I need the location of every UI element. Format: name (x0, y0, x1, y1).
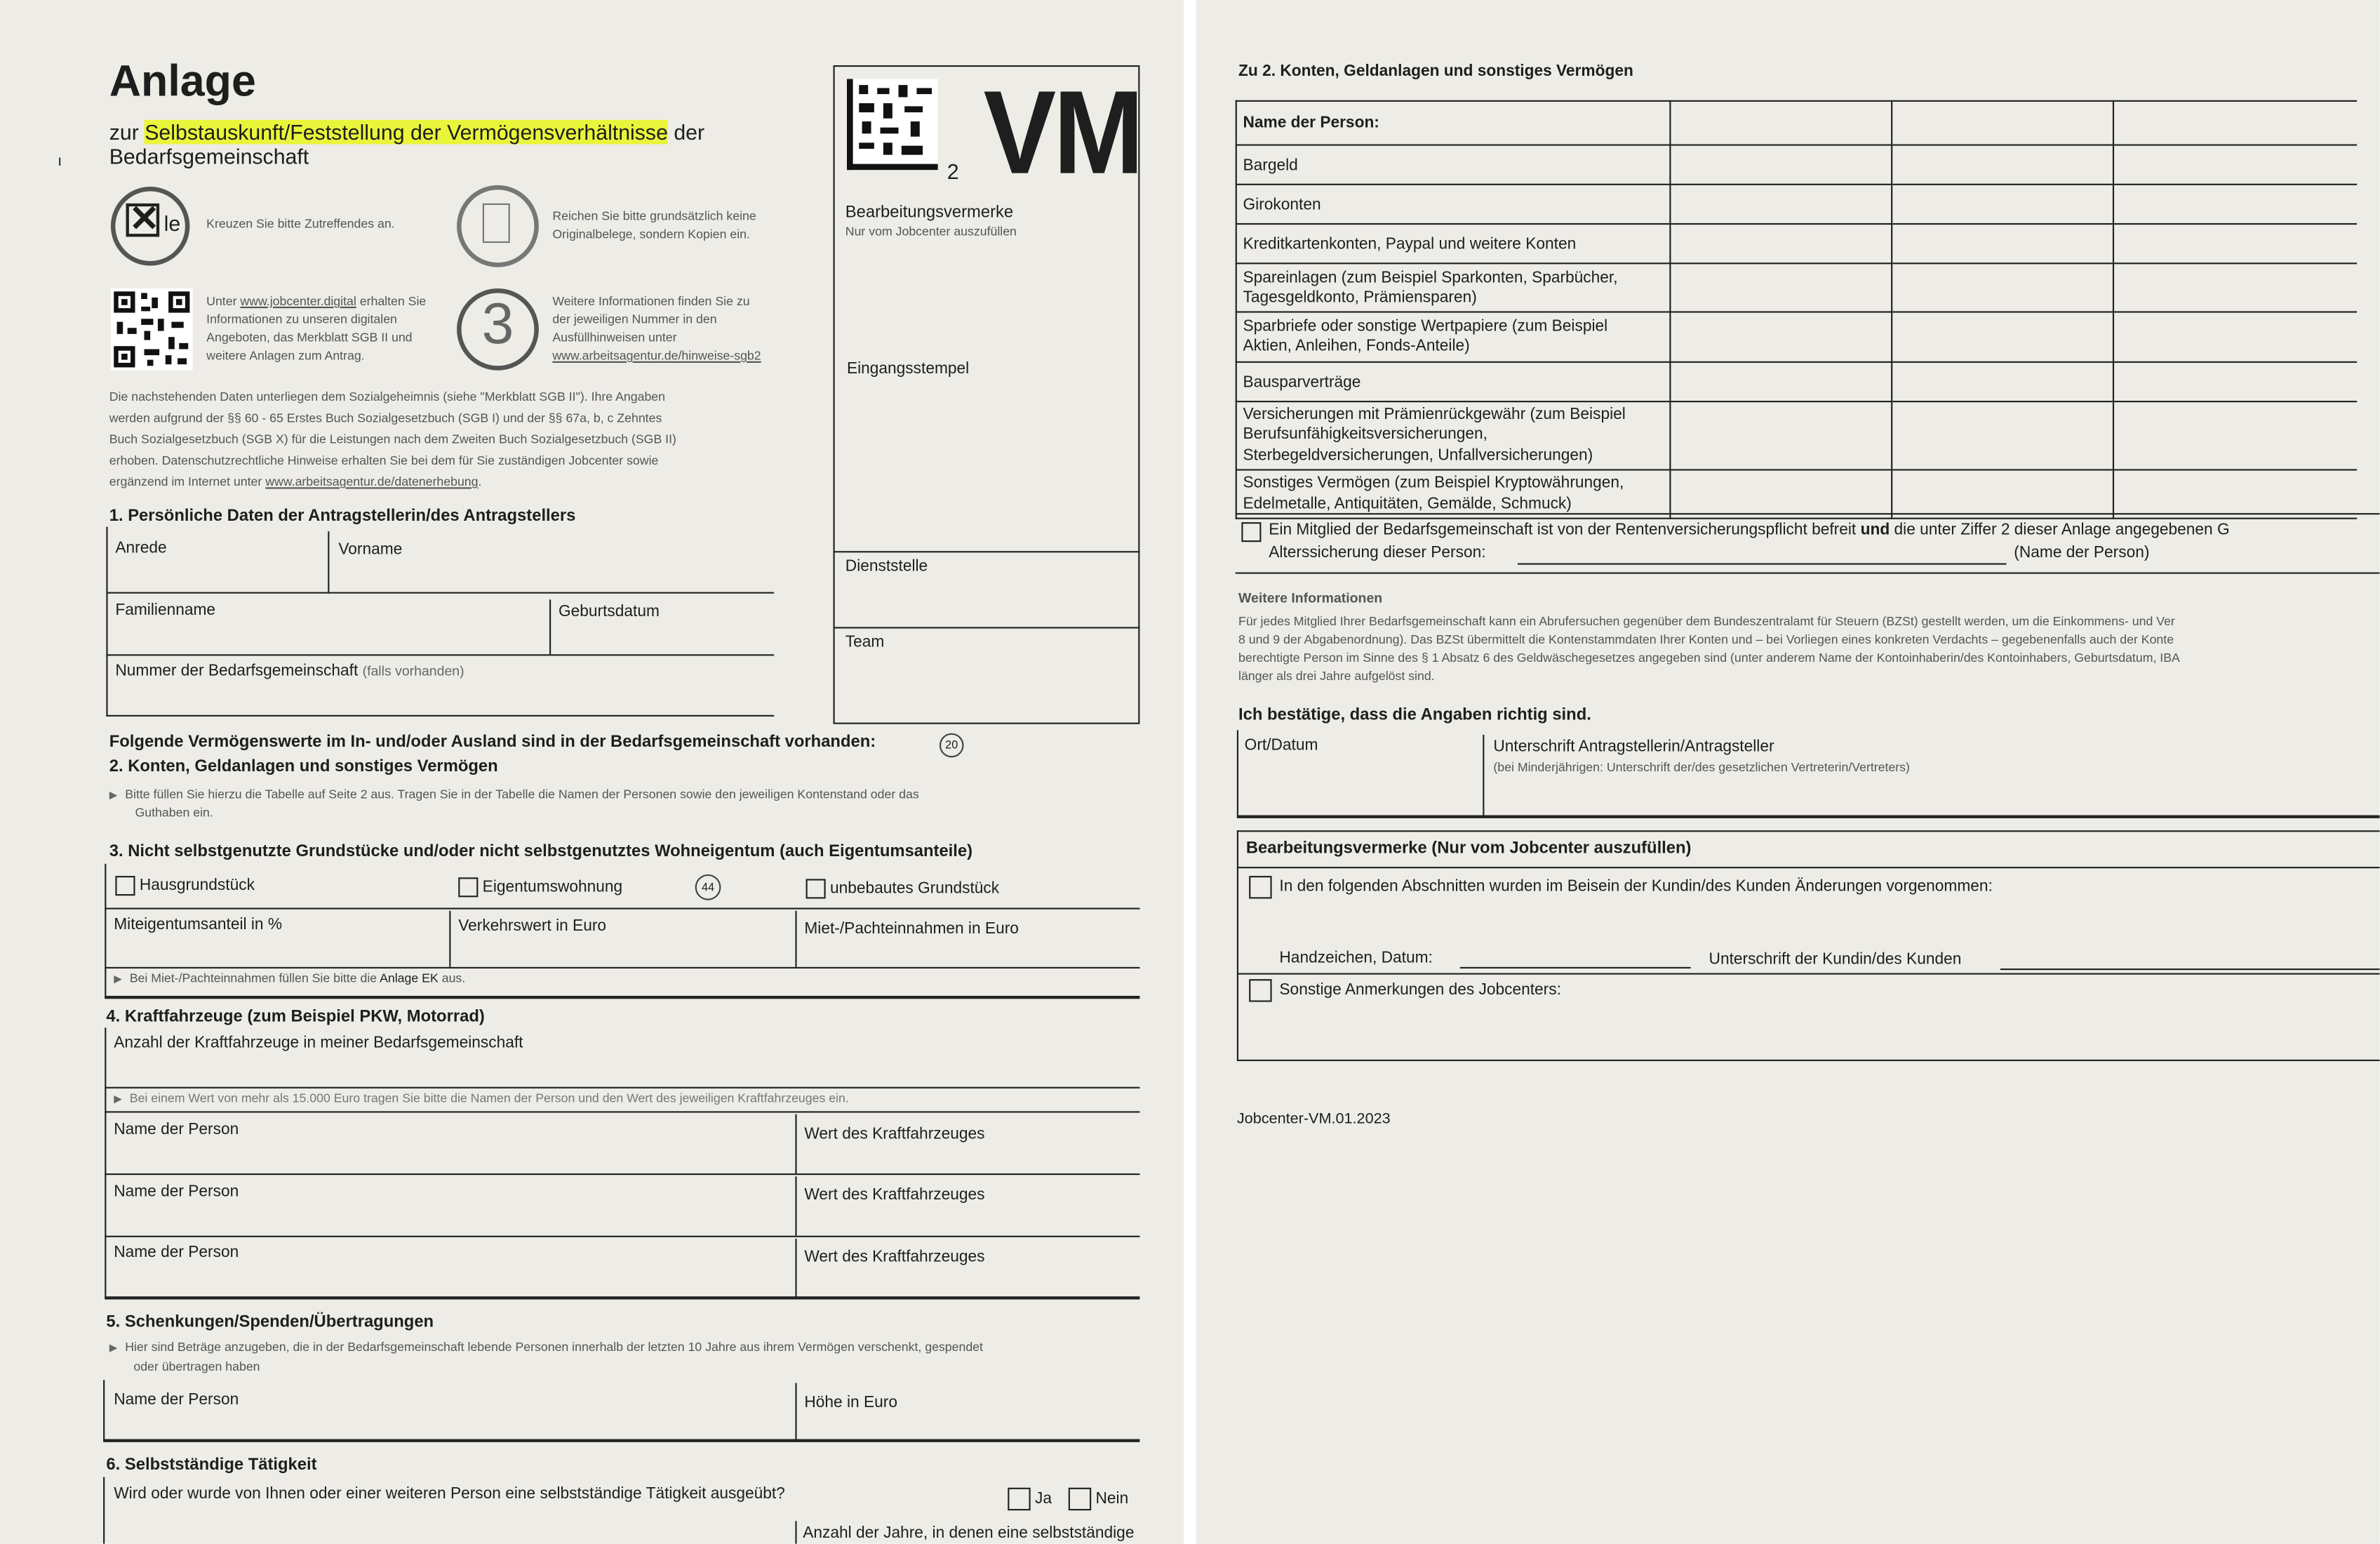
initials-field[interactable] (1460, 967, 1691, 969)
hint-number-badge: 44 (695, 874, 721, 900)
checkbox-yes[interactable]: Ja (1008, 1488, 1052, 1510)
table-row: Versicherungen mit Prämienrückgewähr (zum Beispiel Berufsunfähigkeitsversicherungen, Sterbegeldversicherungen, Unfallversicherungen) (1236, 401, 1671, 470)
table-row: Spareinlagen (zum Beispiel Sparkonten, Sparbücher, Tagesgeldkonto, Prämiensparen) (1236, 263, 1671, 312)
table-header: Name der Person: (1236, 101, 1671, 145)
person-column-2[interactable] (1892, 101, 2113, 145)
pension-name-field[interactable] (1518, 563, 2006, 564)
form-number: 2 (947, 159, 959, 184)
bg-number-label: Nummer der Bedarfsgemeinschaft (falls vorhanden) (115, 662, 464, 681)
checkbox-apartment[interactable]: Eigentumswohnung (458, 877, 622, 897)
privacy-link-line: ergänzend im Internet unter www.arbeitsagentur.de/datenerhebung. (109, 475, 482, 489)
form-footer-id: Jobcenter-VM.01.2023 (1236, 1111, 1391, 1129)
pension-exempt-checkbox[interactable] (1241, 522, 1261, 542)
checkbox-undeveloped-land[interactable]: unbebautes Grundstück (806, 879, 1000, 898)
confirmation-text: Ich bestätige, dass die Angaben richtig sind. (1238, 705, 1591, 724)
surname-field[interactable] (106, 654, 774, 655)
section-6-title: 6. Selbstständige Tätigkeit (106, 1456, 317, 1475)
table-row: Kreditkartenkonten, Paypal und weitere Konten (1236, 224, 1671, 263)
vehicle-count-field[interactable] (105, 1087, 1139, 1089)
accounts-table (1236, 100, 2356, 519)
person-column-1[interactable] (1670, 101, 1892, 145)
vehicle-row-2[interactable] (105, 1236, 1139, 1237)
checkbox-no[interactable]: Nein (1069, 1488, 1129, 1510)
checkbox-house[interactable]: Hausgrundstück (115, 876, 255, 896)
gift-row[interactable] (103, 1439, 1139, 1442)
table-row: Bausparverträge (1236, 362, 1671, 401)
page-gap (1184, 0, 1196, 1544)
page-1: Anlage zur Selbstauskunft/Feststellung der Vermögensverhältnisse der Bedarfsgemeinschaft ✕ le Kreuzen Sie bitte Zutreffendes an. Reichen Sie bitte grundsätzlich keine Originalbelege, sondern Kopien ein. Unter www.jobcenter.digital erhalten Sie Informationen zu unseren digitalen Angeboten, das Merkblatt SGB II und weitere Anlagen zum Antrag. 3 Weitere Informationen finden Sie zu der jeweiligen Nummer in den Ausfüllhinweisen unter www.arbeitsagentur.de/hinweise-sgb2 Die nachstehenden Daten unterliegen dem Sozialgeheimnis (siehe "Merkblatt SGB II"). Ihre Angaben werden aufgrund der §§ 60 - 65 Erstes Buch Sozialgesetzbuch (SGB I) und der §§ 67a, b, c Zehntes Buch Sozialgesetzbuch (SGB X) für die Leistungen nach dem Zweiten Buch Sozialgesetzbuch (SGB II) erhoben. Datenschutzrechtliche Hinweise erhalten Sie bei dem für Sie zuständigen Jobcenter sowie ergänzend im Internet unter www.arbeitsagentur.de/datenerhebung. 2 VM Bearbeitungsvermerke Nur vom Jobcenter auszufüllen Eingangsstempel Dienststelle Team 1. Persönliche Daten der Antragstellerin/des Antragstellers Anrede Vorname Familienname Geburtsdatum Nummer der Bedarfsgemeinschaft (falls vorhanden) Folgende Vermögenswerte im In- und/oder Ausland sind in der Bedarfsgemeinschaft vorhanden: 20 2. Konten, Geldanlagen und sonstiges Vermögen ▶ Bitte füllen Sie hierzu die Tabelle auf Seite 2 aus. Tragen Sie in der Tabelle die Namen der Personen sowie den jeweiligen Kontenstand oder das Guthaben ein. 3. Nicht selbstgenutzte Grundstücke und/oder nicht selbstgenutztes Wohneigentum (auch Eigentumsanteile) Hausgrundstück Eigentumswohnung 44 unbebautes Grundstück Miteigentumsanteil in % Verkehrswert in Euro Miet-/Pachteinnahmen in Euro ▶ Bei Miet-/Pachteinnahmen füllen Sie bitte die Anlage EK aus. 4. Kraftfahrzeuge (zum Beispiel PKW, Motorrad) Anzahl der Kraftfahrzeuge in meiner Bedarfsgemeinschaft ▶ Bei einem Wert von mehr als 15.000 Euro tragen Sie bitte die Namen der Person und den Wert des jeweiligen Kraftfahrzeuges ein. Name der Person Wert des Kraftfahrzeuges Name der Person Wert des Kraftfahrzeuges Name der Person Wert des Kraftfahrzeuges 5. Schenkungen/Spenden/Übertragungen ▶ Hier sind Beträge anzugeben, die in der Bedarfsgemeinschaft lebende Personen innerhalb der letzten 10 Jahre aus ihrem Vermögen verschenkt, gespendet oder übertragen haben Name der Person Höhe in Euro 6. Selbstständige Tätigkeit Wird oder wurde von Ihnen oder einer weiteren Person eine selbstständige Tätigkeit ausgeübt? Ja Nein Anzahl der Jahre, in denen eine selbstständige ı (0, 0, 1184, 1544)
remarks-checkbox[interactable] (1249, 979, 1271, 1001)
section-1-title: 1. Persönliche Daten der Antragstellerin/des Antragstellers (109, 507, 576, 526)
section-3-title: 3. Nicht selbstgenutzte Grundstücke und/oder nicht selbstgenutztes Wohneigentum (auch Eigentumsanteile) (109, 842, 973, 861)
datamatrix-code-icon (847, 79, 938, 170)
signature-field[interactable] (1237, 816, 2380, 818)
highlighted-text: Selbstauskunft/Feststellung der Vermögensverhältnisse (145, 119, 668, 145)
further-info-title: Weitere Informationen (1238, 590, 1383, 606)
section-4-title: 4. Kraftfahrzeuge (zum Beispiel PKW, Motorrad) (106, 1008, 485, 1027)
section-2-title: 2. Konten, Geldanlagen und sonstiges Vermögen (109, 757, 498, 776)
bg-number-field[interactable] (106, 715, 774, 717)
document-page-icon (483, 204, 510, 243)
hint-number-badge: 20 (940, 733, 964, 758)
table-row: Girokonten (1236, 185, 1671, 224)
section-5-title: 5. Schenkungen/Spenden/Übertragungen (106, 1312, 434, 1331)
changes-checkbox[interactable] (1249, 876, 1271, 898)
receipt-stamp-label: Eingangsstempel (846, 359, 970, 378)
page-title: Anlage (109, 58, 256, 107)
cross-mark-icon: ✕ (126, 204, 160, 237)
page-subtitle: zur Selbstauskunft/Feststellung der Vermögensverhältnisse der (109, 119, 705, 145)
table-row: Bargeld (1236, 145, 1671, 185)
page-2: Zu 2. Konten, Geldanlagen und sonstiges Vermögen Name der Person: Bargeld Girokonten Kreditkartenkonten, Paypal und weitere Konten Spareinlagen (zum Beispiel Sparkonten, Sparbücher, Tagesgeldkonto, Prämiensparen) Sparbriefe oder sonstige Wertpapiere (zum Beispiel Aktien, Anleihen, Fonds-Anteile) Bausparverträge Versicherungen mit Prämienrückgewähr (zum Beispiel Berufsunfähigkeitsversicherungen, Sterbegeldversicherungen, Unfallversicherungen) Sonstiges Vermögen (zum Beispiel Kryptowährungen, Edelmetalle, Antiquitäten, Gemälde, Schmuck) Ein Mitglied der Bedarfsgemeinschaft ist von der Rentenversicherungspflicht befreit und die unter Ziffer 2 dieser Anlage angegebenen G Alterssicherung dieser Person: (Name der Person) Weitere Informationen Für jedes Mitglied Ihrer Bedarfsgemeinschaft kann ein Abrufersuchen gegenüber dem Bundeszentralamt für Steuern (BZSt) gestellt werden, um die Einkommens- und Ver 8 und 9 der Abgabenordnung). Das BZSt übermittelt die Kontenstammdaten Ihrer Konten und – bei Vorliegen eines konkreten Verdachts – gegebenenfalls auch der Konte berechtigte Person im Sinne des § 1 Absatz 6 des Geldwäschegesetzes angegeben sind (unter anderem Name der Kontoinhaberin/des Kontoinhabers, Geburtsdatum, IBA länger als drei Jahre aufgelöst sind. Ich bestätige, dass die Angaben richtig sind. Ort/Datum Unterschrift Antragstellerin/Antragsteller (bei Minderjährigen: Unterschrift der/des gesetzlichen Vertreterin/Vertreters) Bearbeitungsvermerke (Nur vom Jobcenter auszufüllen) In den folgenden Abschnitten wurden im Beisein der Kundin/des Kunden Änderungen vorgenommen: Handzeichen, Datum: Unterschrift der Kundin/des Kunden Sonstige Anmerkungen des Jobcenters: Jobcenter-VM.01.2023 (1196, 0, 2379, 1544)
table-row: Sparbriefe oder sonstige Wertpapiere (zum Beispiel Aktien, Anleihen, Fonds-Anteile) (1236, 312, 1671, 361)
page-2-title: Zu 2. Konten, Geldanlagen und sonstiges Vermögen (1238, 62, 1633, 81)
vehicle-row-1[interactable] (105, 1173, 1139, 1175)
qr-code-icon (111, 288, 193, 371)
page-subtitle-line2: Bedarfsgemeinschaft (109, 144, 309, 169)
vehicle-row-3[interactable] (105, 1296, 1139, 1298)
table-row: Sonstiges Vermögen (zum Beispiel Kryptowährungen, Edelmetalle, Antiquitäten, Gemälde, Schmuck) (1236, 470, 1671, 518)
salutation-field[interactable] (106, 592, 774, 594)
person-column-3[interactable] (2113, 101, 2356, 145)
qr-text: Unter www.jobcenter.digital erhalten Sie (206, 294, 427, 309)
office-remarks-box (1237, 830, 2380, 1061)
assets-intro: Folgende Vermögenswerte im In- und/oder Ausland sind in der Bedarfsgemeinschaft vorhanden: (109, 733, 876, 752)
customer-signature-field[interactable] (2000, 969, 2380, 970)
form-code: VM (983, 65, 1142, 199)
